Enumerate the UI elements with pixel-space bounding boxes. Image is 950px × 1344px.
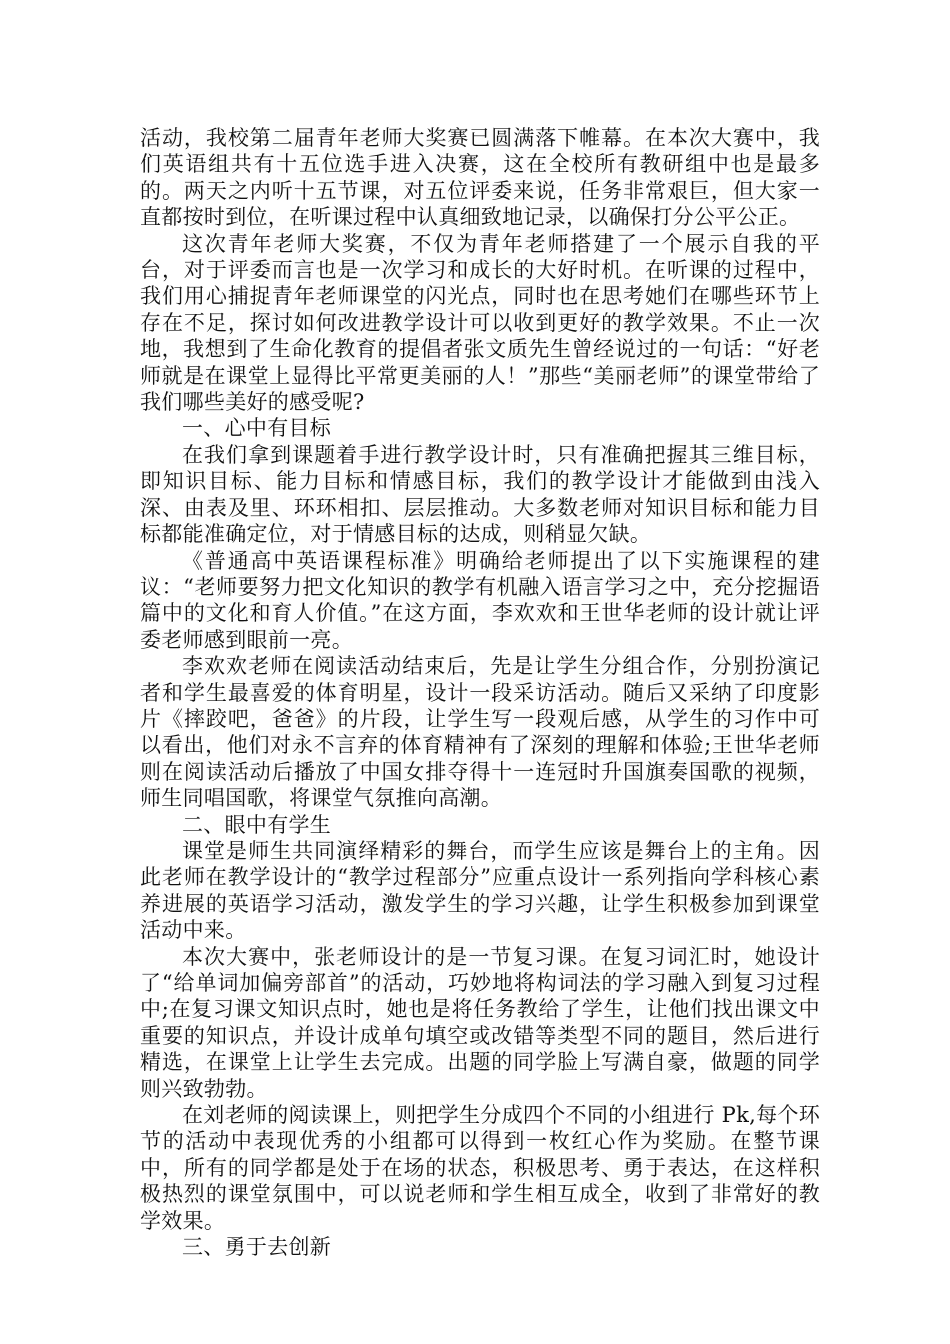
section-heading-2: 二、眼中有学生 (182, 812, 332, 837)
section-heading-3: 三、勇于去创新 (182, 1235, 332, 1260)
paragraph-1: 活动，我校第二届青年老师大奖赛已圆满落下帷幕。在本次大赛中，我们英语组共有十五位选手进入决赛，这在全校所有教研组中也是最多的。两天之内听十五节课，对五位评委来说，任务非常艰巨，但大家一直都按时到位，在听课过程中认真细致地记录，以确保打分公平公正。 (140, 126, 820, 230)
paragraph-8: 在刘老师的阅读课上，则把学生分成四个不同的小组进行 Pk,每个环节的活动中表现优秀的小组都可以得到一枚红心作为奖励。在整节课中，所有的同学都是处于在场的状态，积极思考、勇于表达，在这样积极热烈的课堂氛围中，可以说老师和学生相互成全，收到了非常好的教学效果。 (140, 1103, 820, 1233)
document-body (140, 125, 820, 1260)
paragraph-5: 李欢欢老师在阅读活动结束后，先是让学生分组合作，分别扮演记者和学生最喜爱的体育明星，设计一段采访活动。随后又采纳了印度影片《摔跤吧，爸爸》的片段，让学生写一段观后感，从学生的习作中可以看出，他们对永不言弃的体育精神有了深刻的理解和体验;王世华老师则在阅读活动后播放了中国女排夺得十一连冠时升国旗奏国歌的视频，师生同唱国歌，将课堂气氛推向高潮。 (140, 654, 820, 811)
paragraph-2: 这次青年老师大奖赛，不仅为青年老师搭建了一个展示自我的平台，对于评委而言也是一次学习和成长的大好时机。在听课的过程中，我们用心捕捉青年老师课堂的闪光点，同时也在思考她们在哪些环节上存在不足，探讨如何改进教学设计可以收到更好的教学效果。不止一次地，我想到了生命化教育的提倡者张文质先生曾经说过的一句话：“好老师就是在课堂上显得比平常更美丽的人！”那些“美丽老师”的课堂带给了我们哪些美好的感受呢? (140, 231, 820, 415)
paragraph-4: 《普通高中英语课程标准》明确给老师提出了以下实施课程的建议：“老师要努力把文化知识的教学有机融入语言学习之中，充分挖掘语篇中的文化和育人价值。”在这方面，李欢欢和王世华老师的设计就让评委老师感到眼前一亮。 (140, 548, 820, 652)
paragraph-3: 在我们拿到课题着手进行教学设计时，只有准确把握其三维目标，即知识目标、能力目标和情感目标，我们的教学设计才能做到由浅入深、由表及里、环环相扣、层层推动。大多数老师对知识目标和能力目标都能准确定位，对于情感目标的达成，则稍显欠缺。 (140, 442, 820, 547)
paragraph-6: 课堂是师生共同演绎精彩的舞台，而学生应该是舞台上的主角。因此老师在教学设计的“教学过程部分”应重点设计一系列指向学科核心素养进展的英语学习活动，激发学生的学习兴趣，让学生积极参加到课堂活动中来。 (140, 838, 820, 943)
paragraph-7: 本次大赛中，张老师设计的是一节复习课。在复习词汇时，她设计了“给单词加偏旁部首”的活动，巧妙地将构词法的学习融入到复习过程中;在复习课文知识点时，她也是将任务教给了学生，让他们找出课文中重要的知识点，并设计成单句填空或改错等类型不同的题目，然后进行精选，在课堂上让学生去完成。出题的同学脸上写满自豪，做题的同学则兴致勃勃。 (140, 944, 820, 1101)
section-heading-1: 一、心中有目标 (182, 416, 332, 441)
